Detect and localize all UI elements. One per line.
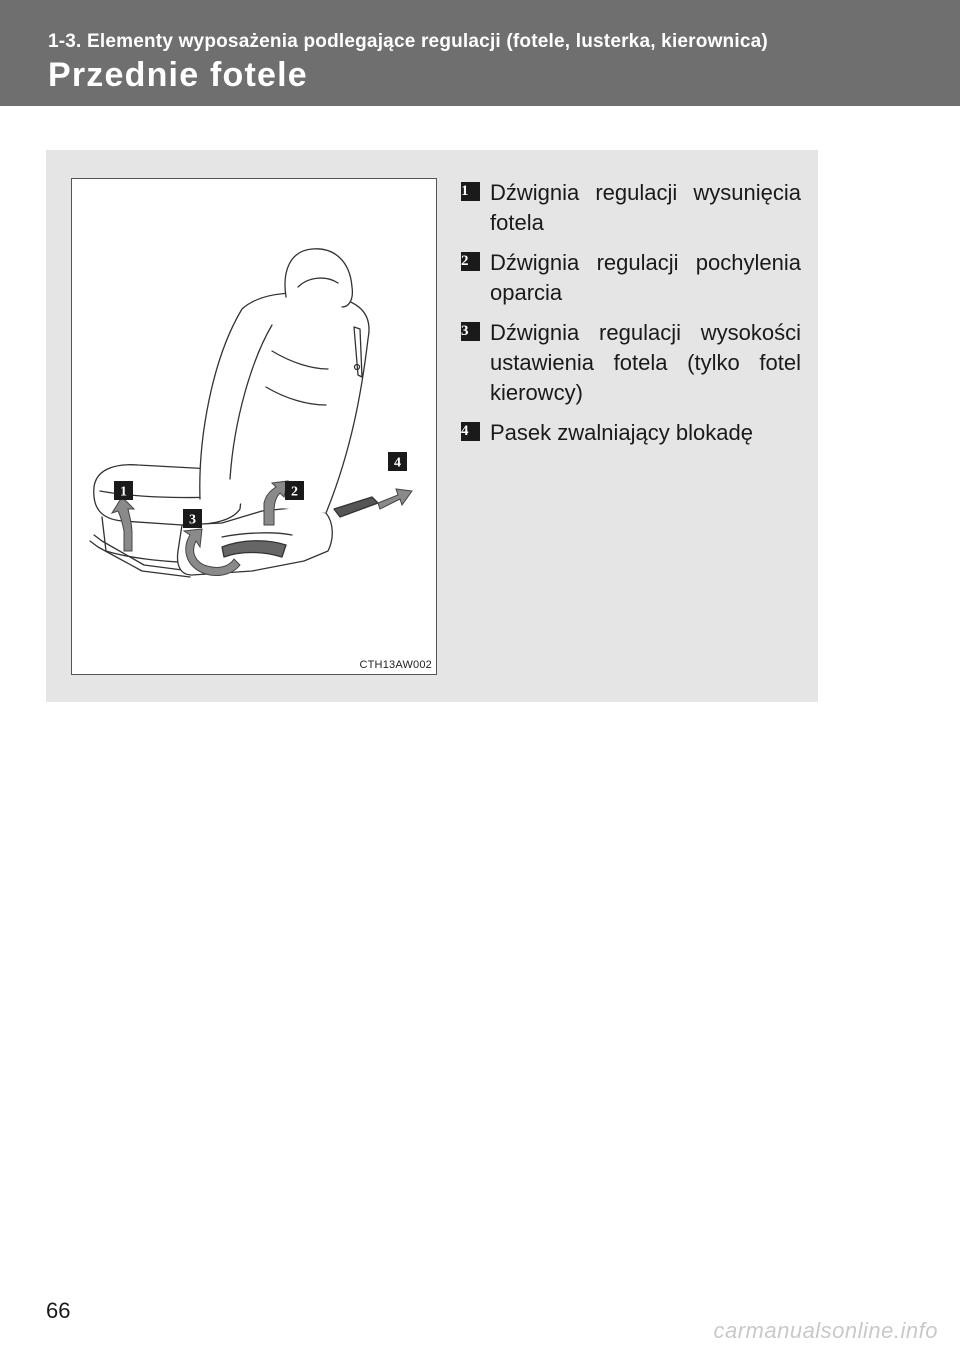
callout-badge: 2 xyxy=(461,252,480,271)
callout-text: Dźwignia regulacji pochylenia oparcia xyxy=(490,250,801,305)
callout-text: Dźwignia regulacji wysunięcia fotela xyxy=(490,180,801,235)
callout-badge: 1 xyxy=(461,182,480,201)
callout-text: Dźwignia regulacji wysokości ustawienia fotela (tylko fotel kierowcy) xyxy=(490,320,801,405)
marker-4: 4 xyxy=(394,455,401,471)
page-title: Przednie fotele xyxy=(48,56,308,94)
watermark: carmanualsonline.info xyxy=(713,1318,938,1343)
callout-list xyxy=(461,178,801,458)
seat-illustration xyxy=(72,179,436,674)
figure-code: CTH13AW002 xyxy=(359,659,432,671)
page-number: 66 xyxy=(46,1298,71,1323)
callout-badge: 3 xyxy=(461,322,480,341)
callout-badge: 4 xyxy=(461,422,480,441)
marker-1: 1 xyxy=(120,484,127,500)
seat-figure xyxy=(71,178,437,675)
marker-2: 2 xyxy=(291,484,298,500)
marker-3: 3 xyxy=(189,512,196,528)
callout-item-3 xyxy=(461,318,801,408)
callout-item-4 xyxy=(461,418,801,448)
section-label: 1-3. Elementy wyposażenia podlegające regulacji (fotele, lusterka, kierownica) xyxy=(48,31,768,52)
callout-item-2 xyxy=(461,248,801,308)
section-header xyxy=(0,0,960,106)
callout-text: Pasek zwalniający blokadę xyxy=(490,420,753,445)
callout-item-1 xyxy=(461,178,801,238)
